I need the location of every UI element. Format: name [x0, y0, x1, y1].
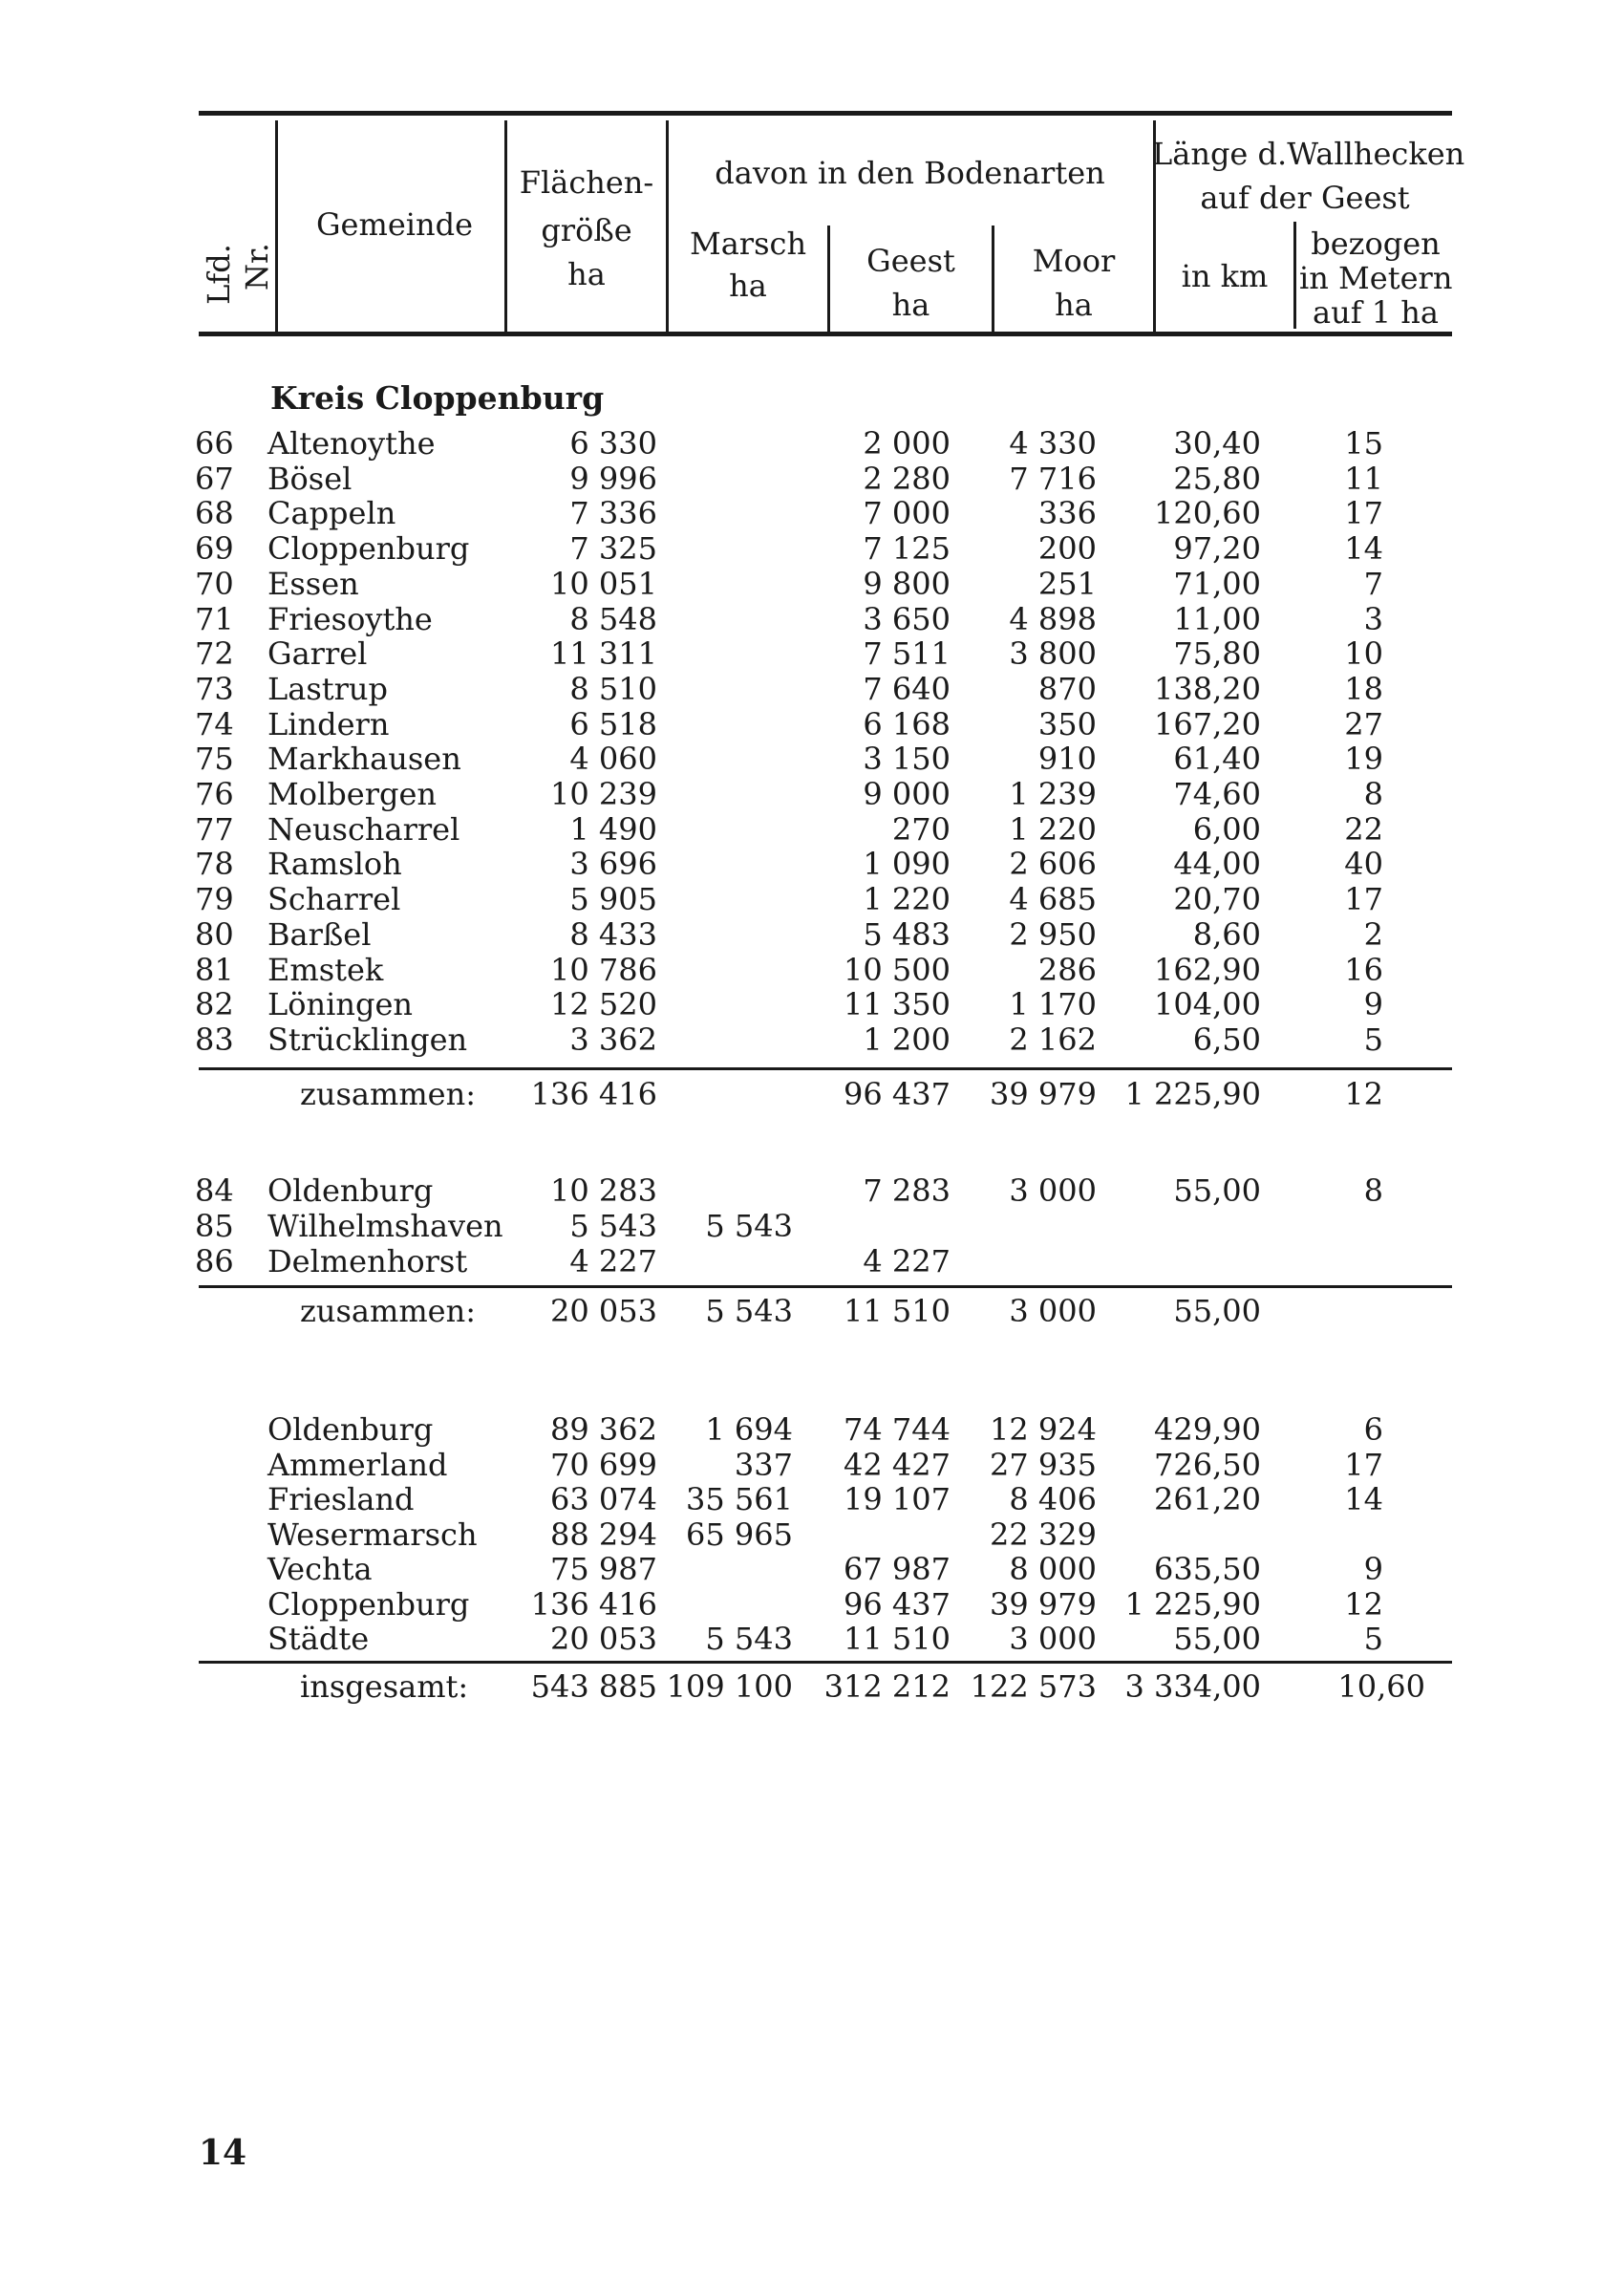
sum-km: 55,00 [1173, 1293, 1261, 1329]
table-row [0, 1448, 1624, 1482]
row-flaeche: 3 362 [569, 1021, 657, 1058]
row-moor: 251 [1037, 566, 1097, 602]
row-per-ha: 9 [1363, 1551, 1383, 1587]
row-km: 261,20 [1154, 1481, 1261, 1517]
row-km: 20,70 [1173, 881, 1261, 917]
row-geest: 5 483 [863, 916, 951, 953]
row-geest: 96 437 [844, 1586, 951, 1623]
row-moor: 3 800 [1009, 635, 1097, 672]
table-row [0, 1412, 1624, 1447]
row-flaeche: 20 053 [550, 1621, 657, 1657]
row-per-ha: 16 [1344, 952, 1383, 988]
row-per-ha: 17 [1344, 1447, 1383, 1483]
row-km: 75,80 [1173, 635, 1261, 672]
row-gemeinde: Cappeln [267, 495, 396, 531]
row-kreis: Wesermarsch [267, 1516, 478, 1553]
row-kreis: Städte [267, 1621, 370, 1657]
row-per-ha: 10 [1344, 635, 1383, 672]
table-row [0, 672, 1624, 706]
row-gemeinde: Garrel [267, 635, 368, 672]
row-geest: 7 283 [863, 1172, 951, 1209]
row-moor: 1 170 [1009, 986, 1097, 1022]
row-flaeche: 75 987 [550, 1551, 657, 1587]
row-number: 82 [195, 986, 234, 1022]
row-marsch: 1 694 [705, 1411, 793, 1448]
header-flaeche-1: Flächen- [519, 164, 654, 201]
table-top-rule [199, 111, 1452, 116]
row-gemeinde: Ramsloh [267, 846, 402, 882]
table-row [0, 1209, 1624, 1243]
stadt-sum-rule [199, 1285, 1452, 1288]
row-gemeinde: Strücklingen [267, 1021, 468, 1058]
sum-moor: 39 979 [990, 1076, 1097, 1112]
row-km: 120,60 [1154, 495, 1261, 531]
row-per-ha: 2 [1363, 916, 1383, 953]
row-per-ha: 8 [1363, 776, 1383, 812]
row-flaeche: 136 416 [530, 1586, 657, 1623]
row-moor: 39 979 [990, 1586, 1097, 1623]
row-gemeinde: Oldenburg [267, 1172, 434, 1209]
row-km: 635,50 [1154, 1551, 1261, 1587]
header-laenge-2: auf der Geest [1200, 180, 1410, 216]
row-geest: 9 800 [863, 566, 951, 602]
row-per-ha: 5 [1363, 1021, 1383, 1058]
row-moor: 3 000 [1009, 1172, 1097, 1209]
row-flaeche: 12 520 [550, 986, 657, 1022]
total-marsch: 109 100 [666, 1668, 793, 1705]
table-row [0, 777, 1624, 811]
row-per-ha: 7 [1363, 566, 1383, 602]
row-moor: 7 716 [1009, 461, 1097, 497]
row-flaeche: 10 786 [550, 952, 657, 988]
sum-moor: 3 000 [1009, 1293, 1097, 1329]
row-kreis: Vechta [267, 1551, 373, 1587]
row-moor: 27 935 [990, 1447, 1097, 1483]
row-flaeche: 6 518 [569, 706, 657, 742]
row-marsch: 5 543 [705, 1208, 793, 1244]
header-marsch-1: Marsch [689, 226, 807, 262]
row-number: 75 [195, 741, 234, 777]
header-davon: davon in den Bodenarten [715, 155, 1105, 191]
row-number: 81 [195, 952, 234, 988]
row-km: 104,00 [1154, 986, 1261, 1022]
header-marsch-2: ha [729, 268, 767, 304]
row-flaeche: 4 060 [569, 741, 657, 777]
table-row [0, 636, 1624, 671]
row-gemeinde: Löningen [267, 986, 413, 1022]
row-flaeche: 3 696 [569, 846, 657, 882]
section-title: Kreis Cloppenburg [270, 379, 605, 417]
sum-row [0, 1294, 1624, 1328]
row-per-ha: 14 [1344, 530, 1383, 567]
row-kreis: Cloppenburg [267, 1586, 470, 1623]
row-km: 167,20 [1154, 706, 1261, 742]
sum-km: 1 225,90 [1124, 1076, 1261, 1112]
row-number: 86 [195, 1243, 234, 1279]
row-number: 70 [195, 566, 234, 602]
grand-total-rule [199, 1661, 1452, 1664]
table-row [0, 1622, 1624, 1656]
row-km: 6,50 [1192, 1021, 1261, 1058]
total-per-ha: 10,60 [1337, 1668, 1425, 1705]
row-moor: 200 [1037, 530, 1097, 567]
total-row [0, 1669, 1624, 1704]
sum-row [0, 1077, 1624, 1111]
row-flaeche: 5 543 [569, 1208, 657, 1244]
row-moor: 286 [1037, 952, 1097, 988]
row-flaeche: 63 074 [550, 1481, 657, 1517]
sum-per-ha: 12 [1344, 1076, 1383, 1112]
row-number: 67 [195, 461, 234, 497]
table-row [0, 1552, 1624, 1586]
row-marsch: 35 561 [686, 1481, 793, 1517]
sum-flaeche: 20 053 [550, 1293, 657, 1329]
row-per-ha: 5 [1363, 1621, 1383, 1657]
row-moor: 4 685 [1009, 881, 1097, 917]
table-row [0, 1517, 1624, 1552]
total-flaeche: 543 885 [530, 1668, 657, 1705]
row-number: 73 [195, 671, 234, 707]
row-moor: 350 [1037, 706, 1097, 742]
row-flaeche: 1 490 [569, 811, 657, 848]
row-moor: 12 924 [990, 1411, 1097, 1448]
row-gemeinde: Emstek [267, 952, 384, 988]
row-per-ha: 27 [1344, 706, 1383, 742]
table-row [0, 531, 1624, 566]
col-rule-nr [275, 120, 278, 333]
sum-label: zusammen: [300, 1293, 476, 1329]
row-gemeinde: Cloppenburg [267, 530, 470, 567]
row-moor: 870 [1037, 671, 1097, 707]
sum-marsch: 5 543 [705, 1293, 793, 1329]
row-marsch: 65 965 [686, 1516, 793, 1553]
row-gemeinde: Molbergen [267, 776, 438, 812]
table-row [0, 987, 1624, 1021]
row-marsch: 337 [734, 1447, 793, 1483]
row-gemeinde: Scharrel [267, 881, 401, 917]
row-flaeche: 11 311 [550, 635, 657, 672]
row-per-ha: 3 [1363, 601, 1383, 637]
row-number: 83 [195, 1021, 234, 1058]
row-geest: 7 125 [863, 530, 951, 567]
row-moor: 2 950 [1009, 916, 1097, 953]
row-km: 25,80 [1173, 461, 1261, 497]
row-geest: 2 000 [863, 425, 951, 462]
row-flaeche: 8 433 [569, 916, 657, 953]
row-gemeinde: Neuscharrel [267, 811, 460, 848]
row-number: 69 [195, 530, 234, 567]
row-geest: 74 744 [844, 1411, 951, 1448]
row-number: 74 [195, 706, 234, 742]
row-km: 97,20 [1173, 530, 1261, 567]
row-geest: 7 000 [863, 495, 951, 531]
row-geest: 19 107 [844, 1481, 951, 1517]
header-bezogen-3: auf 1 ha [1313, 294, 1439, 331]
row-per-ha: 6 [1363, 1411, 1383, 1448]
row-gemeinde: Bösel [267, 461, 353, 497]
row-moor: 910 [1037, 741, 1097, 777]
row-km: 11,00 [1173, 601, 1261, 637]
row-km: 71,00 [1173, 566, 1261, 602]
table-row [0, 742, 1624, 776]
row-moor: 4 898 [1009, 601, 1097, 637]
row-flaeche: 89 362 [550, 1411, 657, 1448]
row-km: 8,60 [1192, 916, 1261, 953]
row-flaeche: 70 699 [550, 1447, 657, 1483]
table-row [0, 1482, 1624, 1516]
row-number: 85 [195, 1208, 234, 1244]
row-km: 429,90 [1154, 1411, 1261, 1448]
row-kreis: Oldenburg [267, 1411, 434, 1448]
row-flaeche: 7 336 [569, 495, 657, 531]
table-row [0, 426, 1624, 461]
row-moor: 2 606 [1009, 846, 1097, 882]
row-number: 66 [195, 425, 234, 462]
row-per-ha: 9 [1363, 986, 1383, 1022]
row-geest: 3 650 [863, 601, 951, 637]
header-bezogen-1: bezogen [1311, 226, 1441, 262]
row-km: 138,20 [1154, 671, 1261, 707]
table-row [0, 462, 1624, 496]
total-km: 3 334,00 [1124, 1668, 1261, 1705]
header-in-km: in km [1181, 258, 1269, 294]
row-moor: 336 [1037, 495, 1097, 531]
header-flaeche-2: größe [541, 212, 632, 248]
row-per-ha: 15 [1344, 425, 1383, 462]
table-row [0, 496, 1624, 530]
row-km: 44,00 [1173, 846, 1261, 882]
table-row [0, 882, 1624, 916]
row-gemeinde: Barßel [267, 916, 372, 953]
total-moor: 122 573 [970, 1668, 1097, 1705]
row-geest: 2 280 [863, 461, 951, 497]
header-lfd: Lfd. [200, 244, 237, 305]
row-moor: 2 162 [1009, 1021, 1097, 1058]
row-flaeche: 10 283 [550, 1172, 657, 1209]
row-number: 68 [195, 495, 234, 531]
row-km: 162,90 [1154, 952, 1261, 988]
row-geest: 6 168 [863, 706, 951, 742]
row-per-ha: 8 [1363, 1172, 1383, 1209]
table-row [0, 917, 1624, 952]
header-geest-2: ha [891, 287, 930, 323]
row-km: 55,00 [1173, 1172, 1261, 1209]
row-geest: 10 500 [844, 952, 951, 988]
row-moor: 1 239 [1009, 776, 1097, 812]
row-km: 726,50 [1154, 1447, 1261, 1483]
row-number: 72 [195, 635, 234, 672]
col-rule-gemeinde [504, 120, 507, 333]
row-gemeinde: Lindern [267, 706, 390, 742]
row-flaeche: 5 905 [569, 881, 657, 917]
row-flaeche: 8 510 [569, 671, 657, 707]
table-row [0, 812, 1624, 847]
row-moor: 8 000 [1009, 1551, 1097, 1587]
row-number: 84 [195, 1172, 234, 1209]
row-moor: 3 000 [1009, 1621, 1097, 1657]
row-gemeinde: Delmenhorst [267, 1243, 468, 1279]
col-rule-km [1293, 222, 1296, 329]
row-gemeinde: Wilhelmshaven [267, 1208, 503, 1244]
total-geest: 312 212 [823, 1668, 951, 1705]
table-row [0, 567, 1624, 601]
row-gemeinde: Altenoythe [267, 425, 436, 462]
row-flaeche: 10 239 [550, 776, 657, 812]
row-geest: 7 640 [863, 671, 951, 707]
row-number: 77 [195, 811, 234, 848]
row-number: 78 [195, 846, 234, 882]
header-moor-2: ha [1055, 287, 1093, 323]
row-marsch: 5 543 [705, 1621, 793, 1657]
row-per-ha: 22 [1344, 811, 1383, 848]
header-gemeinde: Gemeinde [315, 206, 474, 243]
row-geest: 11 350 [844, 986, 951, 1022]
row-geest: 1 090 [863, 846, 951, 882]
row-per-ha: 40 [1344, 846, 1383, 882]
row-km: 74,60 [1173, 776, 1261, 812]
row-geest: 7 511 [863, 635, 951, 672]
table-row [0, 1587, 1624, 1622]
row-flaeche: 9 996 [569, 461, 657, 497]
row-km: 30,40 [1173, 425, 1261, 462]
row-geest: 67 987 [844, 1551, 951, 1587]
row-geest: 11 510 [844, 1621, 951, 1657]
row-number: 80 [195, 916, 234, 953]
header-flaeche-3: ha [567, 256, 606, 292]
row-kreis: Ammerland [267, 1447, 448, 1483]
table-row [0, 1022, 1624, 1057]
row-moor: 1 220 [1009, 811, 1097, 848]
table-row [0, 602, 1624, 636]
table-row [0, 707, 1624, 742]
row-km: 6,00 [1192, 811, 1261, 848]
row-flaeche: 4 227 [569, 1243, 657, 1279]
row-gemeinde: Essen [267, 566, 359, 602]
row-per-ha: 19 [1344, 741, 1383, 777]
row-moor: 4 330 [1009, 425, 1097, 462]
row-gemeinde: Markhausen [267, 741, 461, 777]
row-flaeche: 7 325 [569, 530, 657, 567]
page-number: 14 [199, 2133, 247, 2173]
row-per-ha: 18 [1344, 671, 1383, 707]
row-km: 55,00 [1173, 1621, 1261, 1657]
header-bottom-rule [199, 332, 1452, 336]
header-laenge-1: Länge d.Wallhecken [1152, 136, 1465, 172]
sum-flaeche: 136 416 [530, 1076, 657, 1112]
row-flaeche: 10 051 [550, 566, 657, 602]
kreis-sum-rule [199, 1067, 1452, 1070]
table-row [0, 847, 1624, 881]
sum-geest: 96 437 [844, 1076, 951, 1112]
table-row [0, 1244, 1624, 1279]
row-geest: 3 150 [863, 741, 951, 777]
total-label: insgesamt: [300, 1668, 469, 1705]
header-geest-1: Geest [866, 243, 955, 279]
row-moor: 22 329 [990, 1516, 1097, 1553]
row-flaeche: 88 294 [550, 1516, 657, 1553]
row-per-ha: 12 [1344, 1586, 1383, 1623]
table-row [0, 953, 1624, 987]
row-geest: 4 227 [863, 1243, 951, 1279]
row-geest: 9 000 [863, 776, 951, 812]
row-geest: 270 [891, 811, 951, 848]
row-flaeche: 6 330 [569, 425, 657, 462]
row-per-ha: 17 [1344, 881, 1383, 917]
sum-geest: 11 510 [844, 1293, 951, 1329]
row-per-ha: 17 [1344, 495, 1383, 531]
row-gemeinde: Friesoythe [267, 601, 433, 637]
row-number: 79 [195, 881, 234, 917]
row-kreis: Friesland [267, 1481, 415, 1517]
row-km: 1 225,90 [1124, 1586, 1261, 1623]
header-bezogen-2: in Metern [1299, 260, 1453, 296]
row-number: 71 [195, 601, 234, 637]
row-geest: 1 220 [863, 881, 951, 917]
row-number: 76 [195, 776, 234, 812]
header-nr: Nr. [238, 243, 275, 290]
row-geest: 1 200 [863, 1021, 951, 1058]
row-per-ha: 14 [1344, 1481, 1383, 1517]
row-flaeche: 8 548 [569, 601, 657, 637]
header-moor-1: Moor [1032, 243, 1116, 279]
row-per-ha: 11 [1344, 461, 1383, 497]
sum-label: zusammen: [300, 1076, 476, 1112]
row-gemeinde: Lastrup [267, 671, 388, 707]
row-geest: 42 427 [844, 1447, 951, 1483]
row-km: 61,40 [1173, 741, 1261, 777]
row-moor: 8 406 [1009, 1481, 1097, 1517]
table-row [0, 1173, 1624, 1208]
